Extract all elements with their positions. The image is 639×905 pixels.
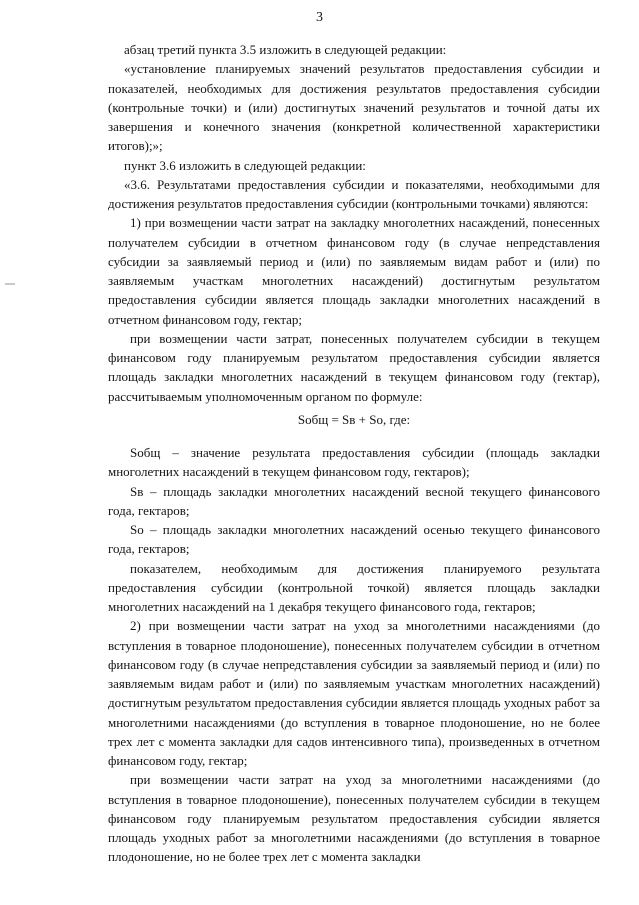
item-1-planting-current-year: при возмещении части затрат, понесенных получателем субсидии в текущем финансовом году планируемым результатом предоставления субсидии является площадь закладки многолетних насаждений в текущем финансовом году (гектар), рассчитываемым уполномоченным органом по формуле:: [108, 330, 600, 404]
amendment-text-3-5: «установление планируемых значений результатов предоставления субсидии и показателей, необходимых для достижения результатов предоставления субсидии (контрольные точки) и (или) достигнутых значений результатов и точной даты их завершения и конечного значения (конкретной количественной характеристики итогов);»;: [108, 61, 600, 154]
definition-s-spring: Sв – площадь закладки многолетних насаждений весной текущего финансового года, гектаров;: [108, 483, 600, 518]
item-2-care-current-year: при возмещении части затрат на уход за многолетними насаждениями (до вступления в товарное плодоношение), понесенных получателем субсидии в текущем финансовом году планируемым результатом предоставления субсидии является площадь уходных работ за многолетними насаждениями (до вступления в товарное плодоношение, но не более трех лет с момента закладки: [108, 772, 600, 865]
clause-3-6-heading: «3.6. Результатами предоставления субсидии и показателями, необходимыми для достижения результатов предоставления субсидии (контрольными точками) являются:: [108, 176, 600, 211]
document-body: [108, 40, 600, 867]
item-1-planting-reported-year: 1) при возмещении части затрат на закладку многолетних насаждений, понесенных получателем субсидии в отчетном финансовом году (в случае непредставления субсидии за заявляемый период и (или) по заявляемым видам работ и (или) по заявляемым участкам многолетних насаждений) достигнутым результатом предоставления субсидии является площадь закладки многолетних насаждений в отчетном финансовом году, гектар;: [108, 215, 600, 327]
item-2-care-reported-year: 2) при возмещении части затрат на уход за многолетними насаждениями (до вступления в товарное плодоношение), понесенных получателем субсидии в отчетном финансовом году (в случае непредставления субсидии за заявляемый период и (или) по заявляемым видам работ и (или) по заявляемым участкам многолетних насаждений) достигнутым результатом предоставления субсидии является площадь уходных работ за многолетними насаждениями (до вступления в товарное плодоношение, но не более трех лет с момента закладки для садов интенсивного типа), произведенных в отчетном финансовом году, гектар;: [108, 618, 600, 768]
control-point-indicator: показателем, необходимым для достижения планируемого результата предоставления субсидии (контрольной точкой) является площадь закладки многолетних насаждений на 1 декабря текущего финансового года, гектаров;: [108, 560, 600, 614]
page-number: 3: [316, 10, 323, 25]
scan-artifact: [5, 283, 15, 285]
formula: Sобщ = Sв + Sо, где:: [297, 411, 411, 427]
definition-s-total: Sобщ – значение результата предоставления субсидии (площадь закладки многолетних насаждений в текущем финансовом году, гектаров);: [108, 445, 600, 480]
amendment-intro-3-6: пункт 3.6 изложить в следующей редакции:: [124, 157, 366, 173]
amendment-intro-3-5: абзац третий пункта 3.5 изложить в следующей редакции:: [124, 42, 447, 57]
definition-s-autumn: Sо – площадь закладки многолетних насаждений осенью текущего финансового года, гектаров;: [108, 522, 600, 557]
